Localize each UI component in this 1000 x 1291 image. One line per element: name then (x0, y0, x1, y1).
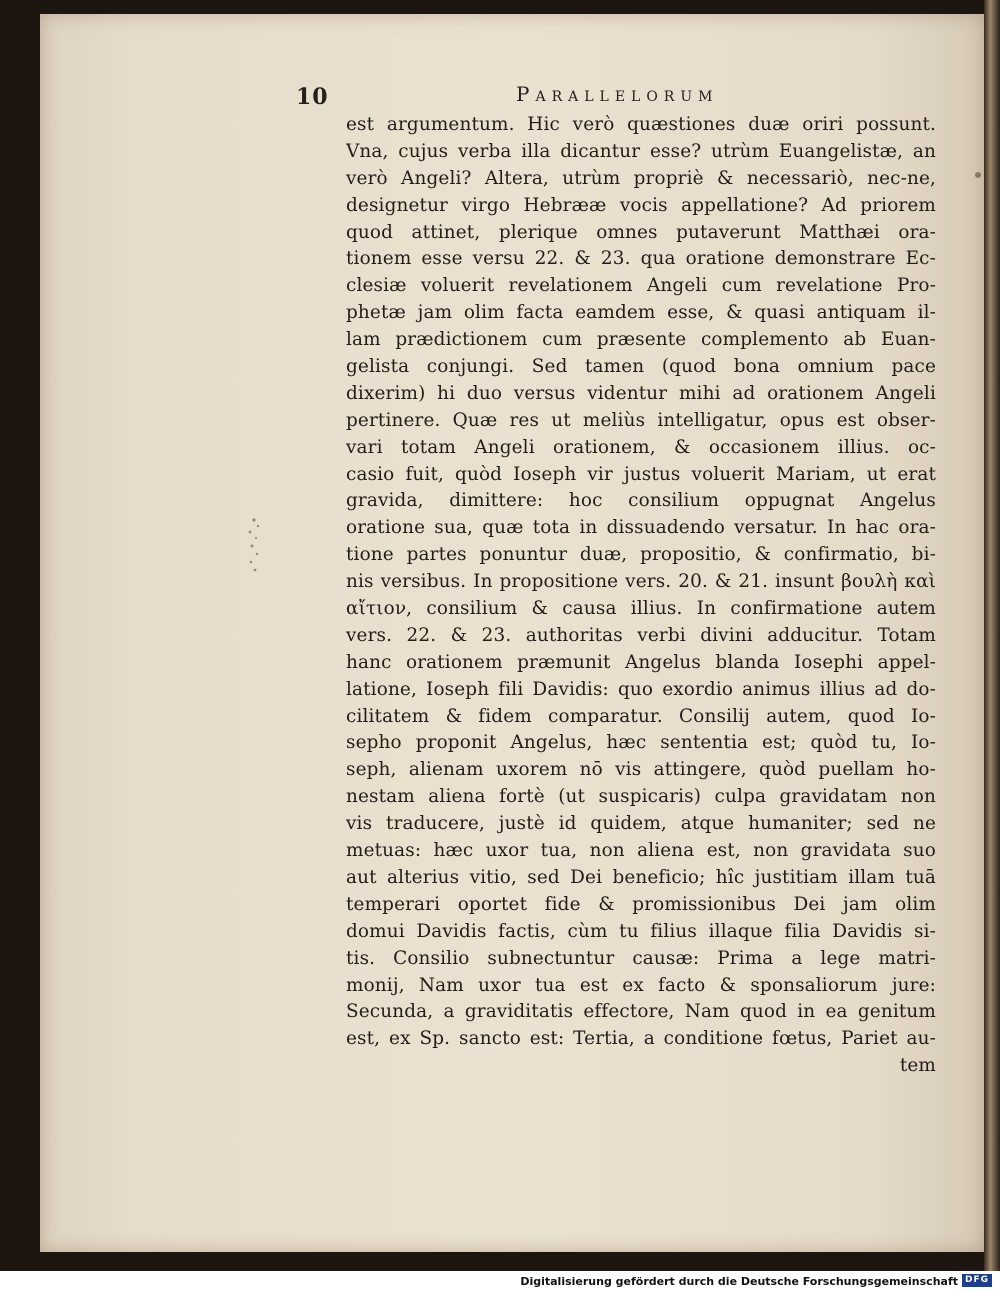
running-head (296, 66, 936, 110)
margin-ink-mark (236, 514, 272, 578)
page-number: 10 (296, 84, 329, 110)
text-line: sepho proponit Angelus, hæc sententia est; quòd tu, Io- (346, 732, 936, 754)
running-title: Parallelorum (516, 82, 719, 106)
text-line: latione, Ioseph fili Davidis: quo exordio animus illius ad do- (346, 678, 936, 700)
text-line: tione partes ponuntur duæ, propositio, & confirmatio, bi- (346, 544, 936, 566)
text-line: Secunda, a graviditatis effectore, Nam quod in ea genitum (346, 1001, 936, 1023)
text-line: phetæ jam olim facta eamdem esse, & quasi antiquam il- (346, 302, 936, 324)
text-line: est, ex Sp. sancto est: Tertia, a conditione fœtus, Pariet au- (346, 1028, 936, 1050)
facing-page-edge (984, 0, 1000, 1271)
digitization-footer (0, 1271, 1000, 1291)
text-line: nestam aliena fortè (ut suspicaris) culpa gravidatam non (346, 786, 936, 808)
text-line: clesiæ voluerit revelationem Angeli cum revelatione Pro- (346, 275, 936, 297)
text-line: casio fuit, quòd Ioseph vir justus voluerit Mariam, ut erat (346, 463, 936, 485)
text-line: αἴτιον, consilium & causa illius. In confirmatione autem (346, 598, 936, 620)
text-line: temperari oportet fide & promissionibus Dei jam olim (346, 893, 936, 915)
text-line: gelista conjungi. Sed tamen (quod bona omnium pace (346, 356, 936, 378)
body-text (346, 112, 936, 1080)
text-line: hanc orationem præmunit Angelus blanda Iosephi appel- (346, 651, 936, 673)
text-line: seph, alienam uxorem nō vis attingere, quòd puellam ho- (346, 759, 936, 781)
text-line: verò Angeli? Altera, utrùm propriè & necessariò, nec-ne, (346, 167, 936, 189)
text-line: tem (899, 1055, 936, 1077)
text-line: vers. 22. & 23. authoritas verbi divini adducitur. Totam (346, 624, 936, 646)
text-line: quod attinet, plerique omnes putaverunt Matthæi ora- (346, 221, 936, 243)
text-line: tionem esse versu 22. & 23. qua oratione demonstrare Ec- (346, 248, 936, 270)
text-line: monij, Nam uxor tua est ex facto & sponsaliorum jure: (346, 974, 936, 996)
text-line: designetur virgo Hebrææ vocis appellatione? Ad priorem (346, 194, 936, 216)
text-line: gravida, dimittere: hoc consilium oppugnat Angelus (346, 490, 936, 512)
text-line: Vna, cujus verba illa dicantur esse? utrùm Euangelistæ, an (346, 140, 936, 162)
text-line: lam prædictionem cum præsente complemento ab Euan- (346, 329, 936, 351)
text-line: vis traducere, justè id quidem, atque humaniter; sed ne (346, 813, 936, 835)
text-line: aut alterius vitio, sed Dei beneficio; hîc justitiam illam tuā (346, 866, 936, 888)
text-line: vari totam Angeli orationem, & occasionem illius. oc- (346, 436, 936, 458)
ink-blot (975, 172, 981, 178)
text-line: oratione sua, quæ tota in dissuadendo versatur. In hac ora- (346, 517, 936, 539)
text-line: tis. Consilio subnectuntur causæ: Prima a lege matri- (346, 947, 936, 969)
text-line: cilitatem & fidem comparatur. Consilij autem, quod Io- (346, 705, 936, 727)
text-line: est argumentum. Hic verò quæstiones duæ oriri possunt. (346, 114, 936, 135)
text-line: dixerim) hi duo versus videntur mihi ad orationem Angeli (346, 382, 936, 404)
text-line: domui Davidis factis, cùm tu filius illaque filia Davidis si- (346, 920, 936, 942)
text-line: metuas: hæc uxor tua, non aliena est, non gravidata suo (346, 840, 936, 862)
footer-credit: Digitalisierung gefördert durch die Deutsche Forschungsgemeinschaft (520, 1275, 958, 1288)
text-line: nis versibus. In propositione vers. 20. & 21. insunt βουλὴ καὶ (346, 571, 936, 593)
text-line: pertinere. Quæ res ut meliùs intelligatur, opus est obser- (346, 409, 936, 431)
dfg-logo: DFG (962, 1274, 992, 1287)
